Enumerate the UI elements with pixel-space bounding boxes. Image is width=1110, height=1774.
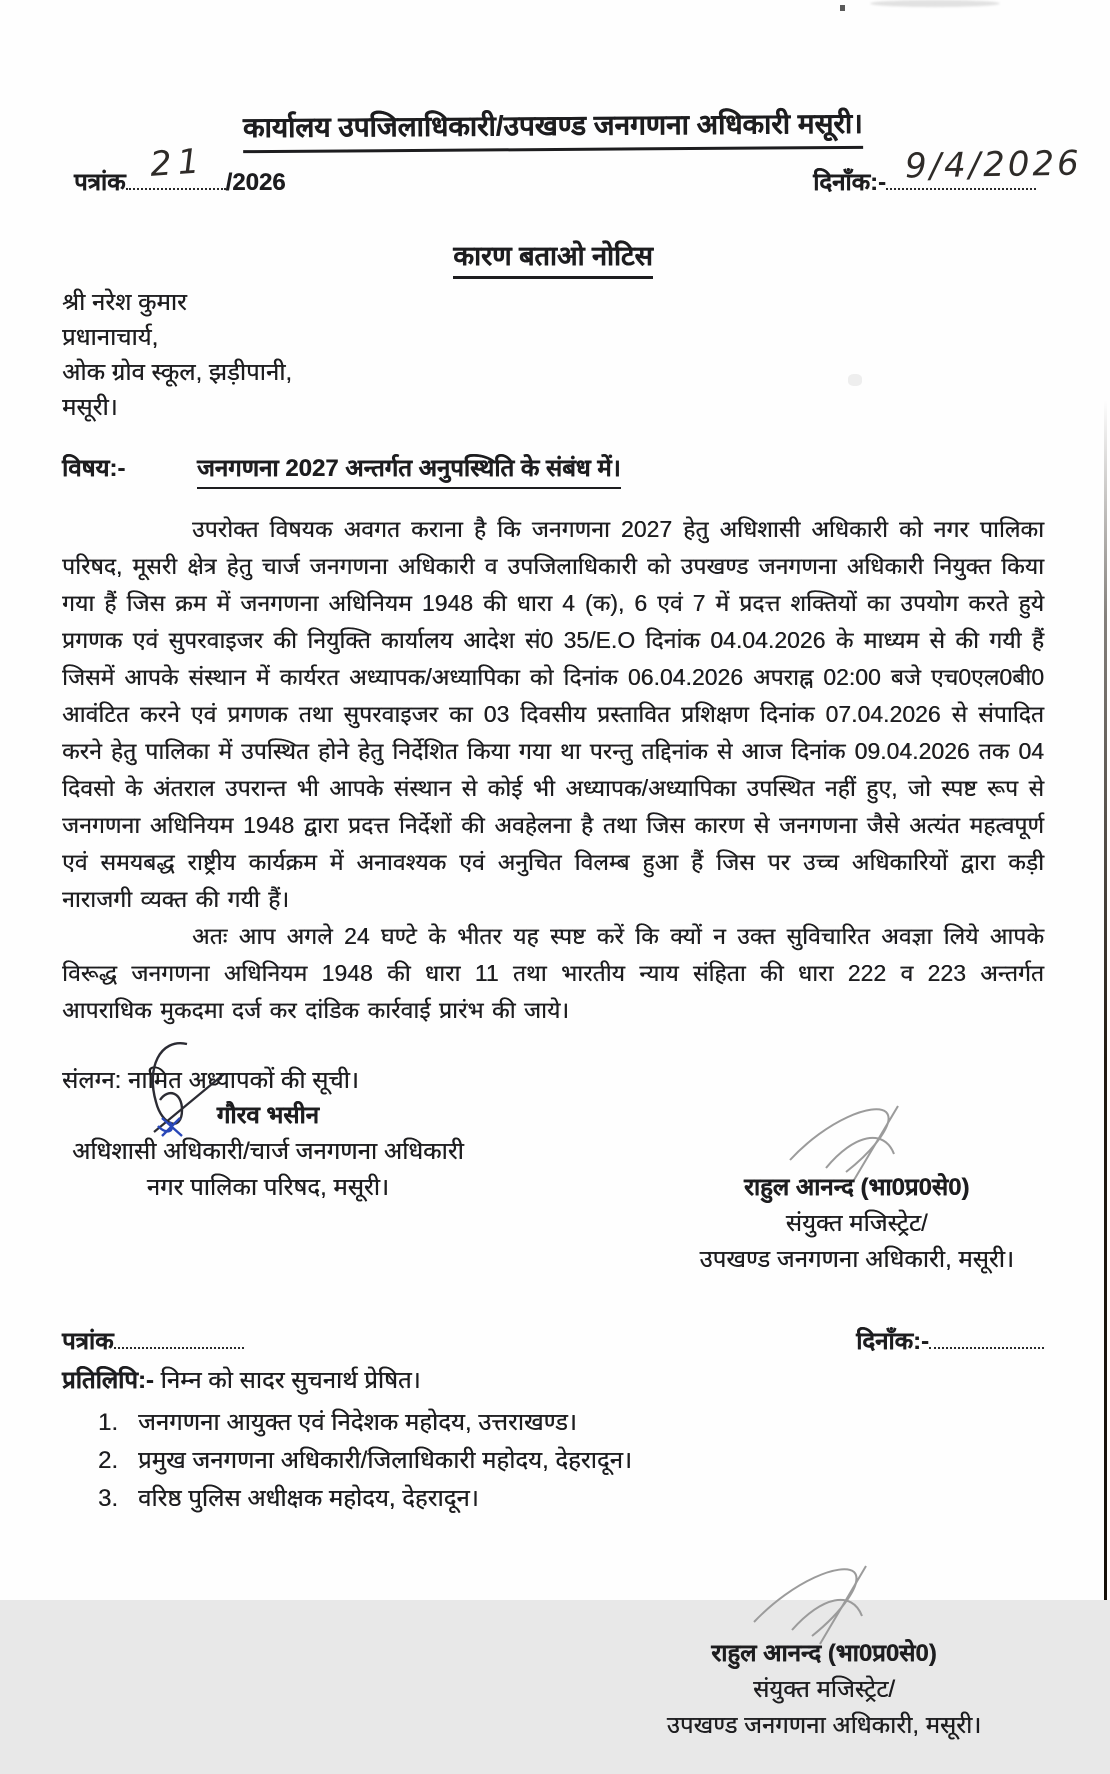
notice-title <box>62 236 1044 279</box>
list-item-text: वरिष्ठ पुलिस अधीक्षक महोदय, देहरादून। <box>138 1485 479 1512</box>
copy-to-text: निम्न को सादर सुचनार्थ प्रेषित। <box>160 1367 421 1394</box>
letter-number-suffix: /2026 <box>225 169 286 196</box>
footer-date-dotted-line <box>929 1329 1044 1349</box>
notice-title-text: कारण बताओ नोटिस <box>453 236 653 279</box>
header-meta-row <box>62 141 1083 198</box>
bottom-signatory-block <box>614 1558 1034 1744</box>
signatory-left-designation: अधिशासी अधिकारी/चार्ज जनगणना अधिकारी <box>72 1138 464 1165</box>
list-item-text: जनगणना आयुक्त एवं निदेशक महोदय, उत्तराखण्ड। <box>138 1409 577 1436</box>
list-item-number: 2. <box>98 1447 119 1474</box>
signatory-right-name: राहुल आनन्द (भा0प्र0से0) <box>744 1174 970 1201</box>
signature-row <box>62 1098 1044 1278</box>
body-paragraph-2: अतः आप अगले 24 घण्टे के भीतर यह स्पष्ट करें कि क्यों न उक्त सुविचारित अवज्ञा लिये आपके विरूद्ध जनगणना अधिनियम 1948 की धारा 11 तथा भारतीय न्याय संहिता की धारा 222 व 223 अन्तर्गत आपराधिक मुकदमा दर्ज कर दांडिक कार्रवाई प्रारंभ की जाये। <box>62 923 1044 1023</box>
date-field <box>813 143 1083 198</box>
addressee-name: श्री नरेश कुमार <box>62 289 187 316</box>
body-paragraph-1: उपरोक्त विषयक अवगत कराना है कि जनगणना 2027 हेतु अधिशासी अधिकारी को नगर पालिका परिषद, मूसरी क्षेत्र हेतु चार्ज जनगणना अधिकारी व उपजिलाधिकारी को उपखण्ड जनगणना अधिकारी नियुक्त किया गया हैं जिस क्रम में जनगणना अधिनियम 1948 की धारा 4 (क), 6 एवं 7 में प्रदत्त शक्तियों का उपयोग करते हुये प्रगणक एवं सुपरवाइजर की नियुक्ति कार्यालय आदेश सं0 35/E.O दिनांक 04.04.2026 के माध्यम से की गयी हैं जिसमें आपके संस्थान में कार्यरत अध्यापक/अध्यापिका को दिनांक 06.04.2026 अपराह्न 02:00 बजे एच0एल0बी0 आवंटित करने एवं प्रगणक तथा सुपरवाइजर का 03 दिवसीय प्रस्तावित प्रशिक्षण दिनांक 07.04.2026 से संपादित करने हेतु पालिका में उपस्थित होने हेतु निर्देशित किया गया था परन्तु तद्दिनांक से आज दिनांक 09.04.2026 तक 04 दिवसो के अंतराल उपरान्त भी आपके संस्थान से कोई भी अध्यापक/अध्यापिका उपस्थित नहीं हुए, जो स्पष्ट रूप से जनगणना अधिनियम 1948 द्वारा प्रदत्त निर्देशों की अवहेलना है तथा जिस कारण से जनगणना जैसे अत्यंत महत्वपूर्ण एवं समयबद्ध राष्ट्रीय कार्यक्रम में अनावश्यक एवं अनुचित विलम्ब हुआ हैं जिस पर उच्च अधिकारियों द्वारा कड़ी नाराजगी व्यक्त की गयी हैं। <box>62 516 1044 912</box>
office-header-text: कार्यालय उपजिलाधिकारी/उपखण्ड जनगणना अधिकारी मसूरी। <box>243 104 863 153</box>
footer-date-label: दिनाँक:- <box>856 1328 929 1355</box>
signatory-left-office: नगर पालिका परिषद, मसूरी। <box>146 1174 390 1201</box>
letter-number-handwritten-value: 21 <box>148 141 207 185</box>
list-item <box>62 1480 1044 1518</box>
signatory-right-block <box>699 1098 1014 1278</box>
letter-number-label: पत्रांक <box>74 169 126 196</box>
list-item-number: 3. <box>98 1485 119 1512</box>
signatory-left-name: गौरव भसीन <box>216 1102 319 1129</box>
signatory-right-office: उपखण्ड जनगणना अधिकारी, मसूरी। <box>699 1246 1014 1273</box>
signature-left-icon <box>132 1040 252 1140</box>
list-item-text: प्रमुख जनगणना अधिकारी/जिलाधिकारी महोदय, देहरादून। <box>138 1447 632 1474</box>
subject-text: जनगणना 2027 अन्तर्गत अनुपस्थिति के संबंध में। <box>197 451 621 489</box>
office-header <box>62 106 1044 151</box>
addressee-designation: प्रधानाचार्य, <box>62 324 159 351</box>
addressee-institution: ओक ग्रोव स्कूल, झड़ीपानी, <box>62 359 293 386</box>
addressee-block <box>62 285 1044 425</box>
footer-letter-number-label: पत्रांक <box>62 1328 114 1355</box>
list-item <box>62 1442 1044 1480</box>
list-item <box>62 1404 1044 1442</box>
bottom-signatory-name: राहुल आनन्द (भा0प्र0से0) <box>711 1640 937 1667</box>
subject-row <box>62 451 1044 489</box>
date-handwritten-value: 9/4/2026 <box>904 143 1083 187</box>
footer-letter-number-dotted-line <box>114 1329 244 1349</box>
letter-number-field <box>62 141 286 198</box>
signatory-right-designation: संयुक्त मजिस्ट्रेट/ <box>785 1210 928 1237</box>
footer-date-field <box>856 1324 1044 1357</box>
signature-bottom-icon <box>744 1558 904 1648</box>
copy-to-list <box>62 1404 1044 1518</box>
footer-letter-number-field <box>62 1324 244 1357</box>
copy-to-label: प्रतिलिपि:- <box>62 1367 154 1394</box>
enclosure-line: संलग्न: नामित अध्यापकों की सूची। <box>62 1067 359 1094</box>
bottom-signatory-designation: संयुक्त मजिस्ट्रेट/ <box>753 1676 895 1703</box>
footer-meta-row <box>62 1324 1044 1357</box>
letter-body <box>62 511 1044 1029</box>
subject-label: विषय:- <box>62 455 126 482</box>
date-label: दिनाँक:- <box>813 169 886 196</box>
signatory-left-block <box>72 1098 464 1278</box>
addressee-city: मसूरी। <box>62 394 118 421</box>
bottom-signatory-office: उपखण्ड जनगणना अधिकारी, मसूरी। <box>666 1712 982 1739</box>
list-item-number: 1. <box>98 1409 119 1436</box>
copy-to-line <box>62 1363 1044 1396</box>
